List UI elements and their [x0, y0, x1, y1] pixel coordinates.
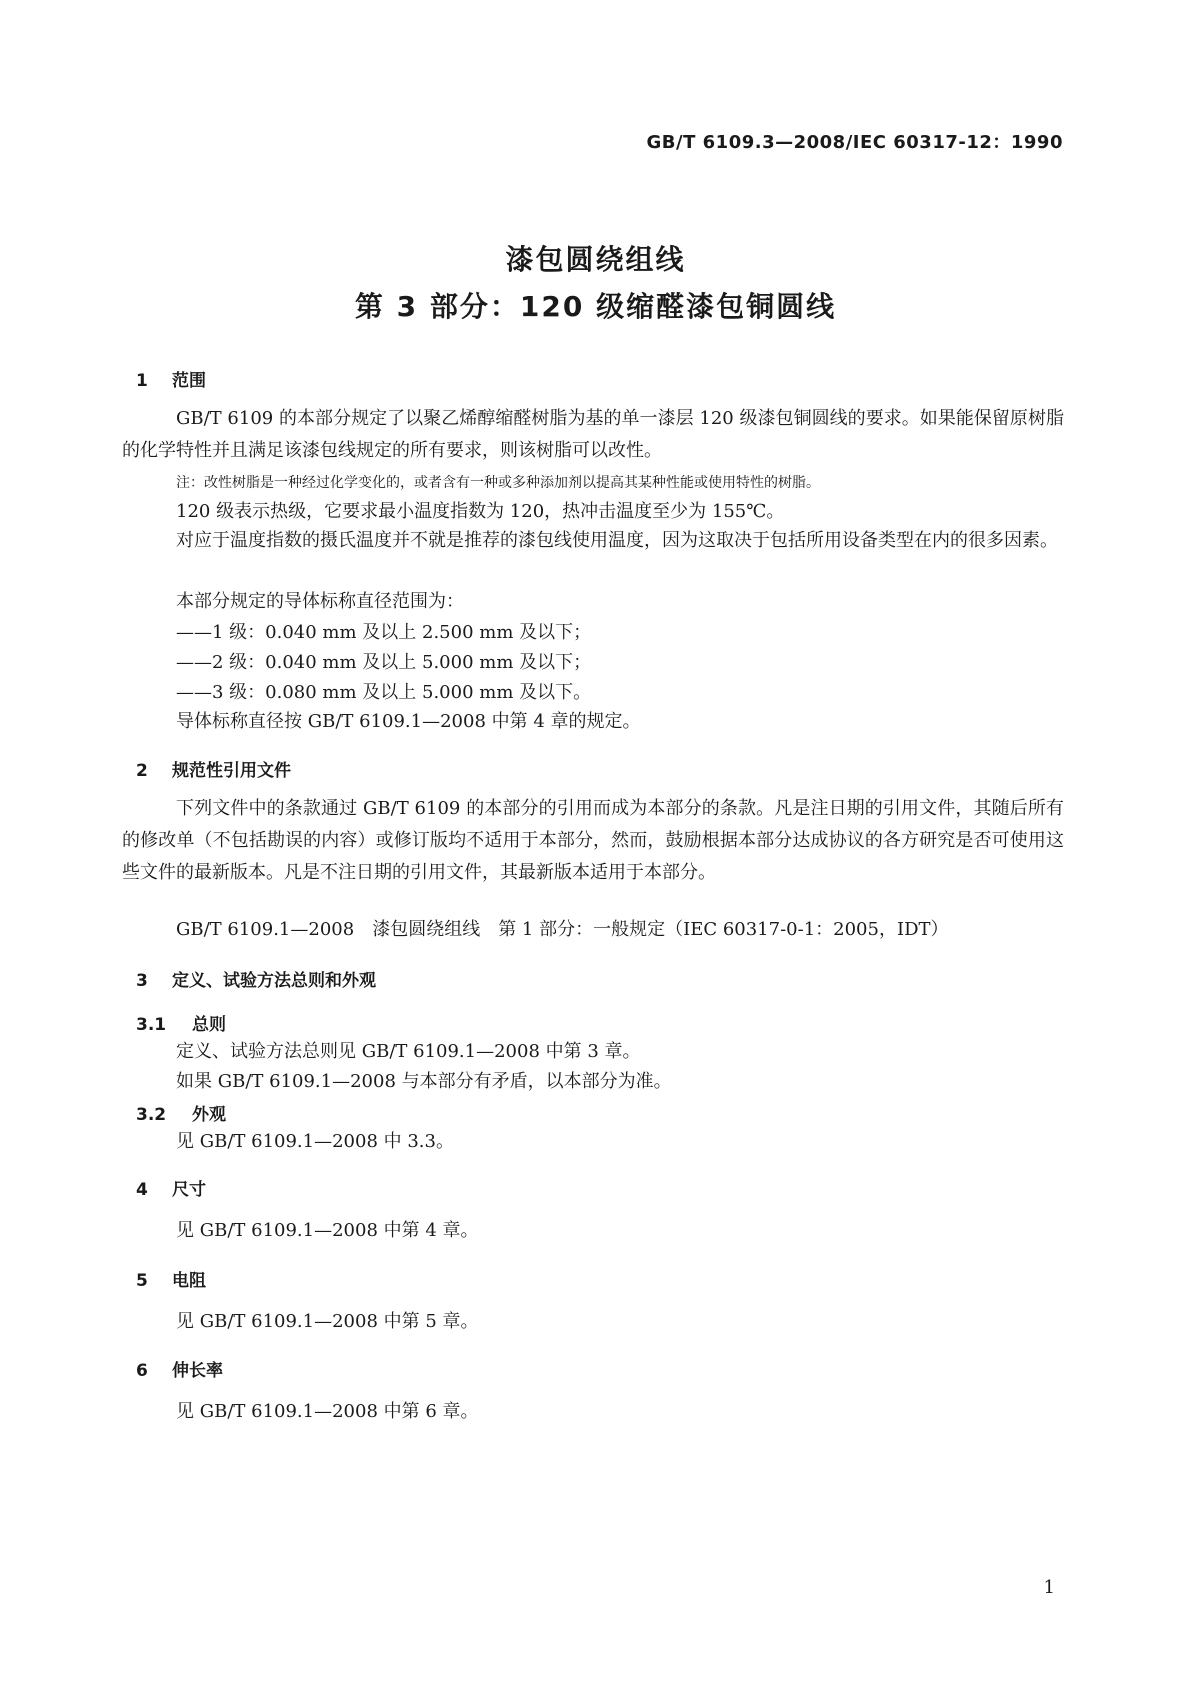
- section-title: 电阻: [172, 1271, 206, 1291]
- section-1-paragraph-1: GB/T 6109 的本部分规定了以聚乙烯醇缩醛树脂为基的单一漆层 120 级漆包铜圆线的要求。如果能保留原树脂的化学特性并且满足该漆包线规定的所有要求，则该树脂可以改性。: [122, 408, 1064, 461]
- subsection-3-1-heading: [136, 1010, 226, 1035]
- section-number: 6: [136, 1361, 148, 1381]
- section-title: 伸长率: [172, 1361, 223, 1381]
- section-1-note: 注：改性树脂是一种经过化学变化的，或者含有一种或多种添加剂以提高其某种性能或使用特性的树脂。: [176, 475, 820, 491]
- subsection-title: 总则: [192, 1015, 226, 1035]
- subsection-title: 外观: [192, 1105, 226, 1125]
- section-1-paragraph-5: 导体标称直径按 GB/T 6109.1—2008 中第 4 章的规定。: [176, 711, 641, 732]
- section-title: 范围: [172, 371, 206, 391]
- document-subtitle: 第 3 部分：120 级缩醛漆包铜圆线: [354, 290, 837, 323]
- page-number: 1: [1043, 1577, 1055, 1598]
- section-2-heading: [136, 756, 291, 781]
- subsection-3-2-heading: [136, 1100, 226, 1125]
- standard-number: GB/T 6109.3—2008/IEC 60317-12：1990: [646, 132, 1063, 153]
- section-title: 规范性引用文件: [172, 761, 291, 781]
- section-1-paragraph-3: 对应于温度指数的摄氏温度并不就是推荐的漆包线使用温度，因为这取决于包括所用设备类型在内的很多因素。: [176, 530, 1058, 551]
- section-number: 5: [136, 1271, 148, 1291]
- section-5-heading: [136, 1266, 206, 1291]
- section-3-heading: [136, 966, 376, 991]
- section-title: 尺寸: [172, 1180, 206, 1200]
- list-item: ——3 级：0.080 mm 及以上 5.000 mm 及以下。: [176, 682, 592, 703]
- document-title: 漆包圆绕组线: [505, 243, 686, 276]
- section-title: 定义、试验方法总则和外观: [172, 971, 376, 991]
- subsection-3-1-paragraph-1: 定义、试验方法总则见 GB/T 6109.1—2008 中第 3 章。: [176, 1041, 641, 1062]
- subsection-number: 3.2: [136, 1105, 167, 1125]
- section-1-paragraph-2: 120 级表示热级，它要求最小温度指数为 120，热冲击温度至少为 155℃。: [176, 501, 785, 522]
- section-4-heading: [136, 1175, 206, 1200]
- section-number: 3: [136, 971, 148, 991]
- section-1-paragraph-4: 本部分规定的导体标称直径范围为：: [176, 591, 464, 612]
- section-1-heading: [136, 366, 206, 391]
- section-2-paragraph-1: 下列文件中的条款通过 GB/T 6109 的本部分的引用而成为本部分的条款。凡是注日期的引用文件，其随后所有的修改单（不包括勘误的内容）或修订版均不适用于本部分，然而，鼓励根据本部分达成协议的各方研究是否可使用这些文件的最新版本。凡是不注日期的引用文件，其最新版本适用于本部分。: [122, 798, 1064, 883]
- section-number: 1: [136, 371, 148, 391]
- normative-reference: GB/T 6109.1—2008 漆包圆绕组线 第 1 部分：一般规定（IEC 60317-0-1：2005，IDT）: [176, 919, 949, 940]
- subsection-3-1-paragraph-2: 如果 GB/T 6109.1—2008 与本部分有矛盾，以本部分为准。: [176, 1071, 672, 1092]
- section-4-paragraph-1: 见 GB/T 6109.1—2008 中第 4 章。: [176, 1220, 479, 1241]
- subsection-number: 3.1: [136, 1015, 167, 1035]
- section-6-paragraph-1: 见 GB/T 6109.1—2008 中第 6 章。: [176, 1401, 479, 1422]
- section-number: 2: [136, 761, 148, 781]
- list-item: ——1 级：0.040 mm 及以上 2.500 mm 及以下；: [176, 622, 592, 643]
- list-item: ——2 级：0.040 mm 及以上 5.000 mm 及以下；: [176, 652, 592, 673]
- subsection-3-2-paragraph-1: 见 GB/T 6109.1—2008 中 3.3。: [176, 1131, 454, 1152]
- section-6-heading: [136, 1356, 223, 1381]
- section-5-paragraph-1: 见 GB/T 6109.1—2008 中第 5 章。: [176, 1311, 479, 1332]
- section-number: 4: [136, 1180, 148, 1200]
